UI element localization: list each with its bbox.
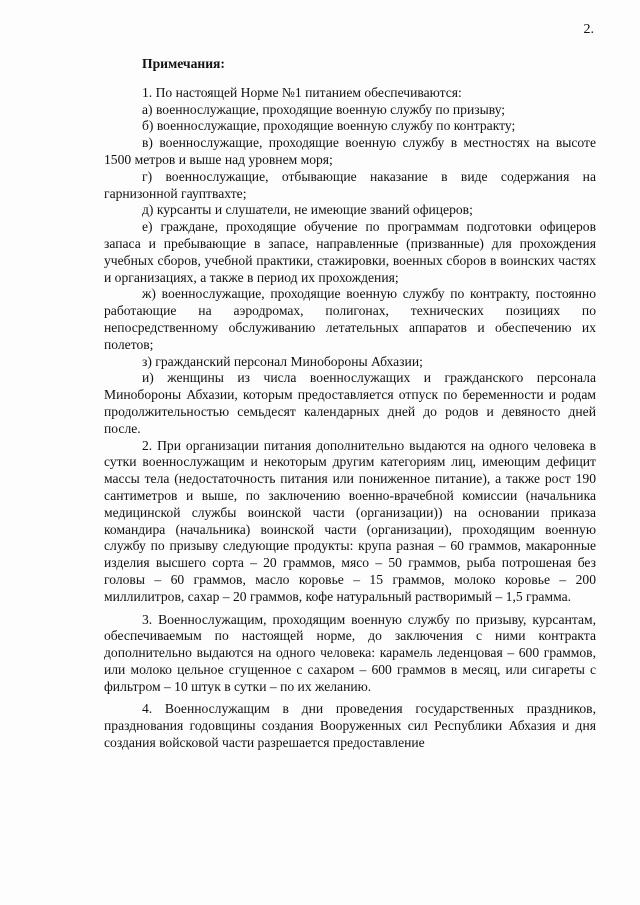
paragraph-item-2: 2. При организации питания дополнительно выдаются на одного человека в сутки военнослужащим и некоторым другим категориям лиц, имеющим дефицит массы тела (недостаточность питания или пониженное питание), а также рост 190 сантиметров и выше, по заключению военно-врачебной комиссии (начальника медицинской службы воинской части (организации)) на основании приказа командира (начальника) воинской части (организации), проходящим военную службу по призыву следующие продукты: крупа разная – 60 граммов, макаронные изделия высшего сорта – 20 граммов, мясо – 50 граммов, рыба потрошеная без головы – 60 граммов, масло коровье – 15 граммов, молоко коровье – 200 миллилитров, сахар – 20 граммов, кофе натуральный растворимый – 1,5 грамма.	[104, 437, 596, 604]
list-item-i: и) женщины из числа военнослужащих и гражданского персонала Минобороны Абхазии, которым предоставляется отпуск по беременности и родам продолжительностью семьдесят календарных дней до родов и девяносто дней после.	[104, 370, 596, 436]
list-item-g: г) военнослужащие, отбывающие наказание в виде содержания на гарнизонной гауптвахте;	[104, 168, 596, 201]
list-item-a: а) военнослужащие, проходящие военную службу по призыву;	[142, 101, 506, 117]
paragraph-item-3: 3. Военнослужащим, проходящим военную службу по призыву, курсантам, обеспечиваемым по настоящей норме, до заключения с ними контракта дополнительно выдаются на одного человека: карамель леденцовая – 600 граммов, или молоко цельное сгущенное с сахаром – 600 граммов в месяц, или сигареты с фильтром – 10 штук в сутки – по их желанию.	[104, 611, 596, 694]
list-item-zh: ж) военнослужащие, проходящие военную службу по контракту, постоянно работающие на аэродромах, полигонах, технических позициях по непосредственному обслуживанию летательных аппаратов и обеспечению их полетов;	[104, 286, 596, 352]
page-number: 2.	[583, 22, 594, 37]
paragraph-item-4: 4. Военнослужащим в дни проведения государственных праздников, празднования годовщины создания Вооруженных сил Республики Абхазия и дня создания войсковой части разрешается предоставление	[104, 701, 596, 751]
list-item-e: е) граждане, проходящие обучение по программам подготовки офицеров запаса и пребывающие в запасе, направленные (призванные) для прохождения учебных сборов, учебной практики, стажировки, военных сборов в воинских частях и организациях, а также в период их прохождения;	[104, 219, 596, 285]
paragraph-item-1: 1. По настоящей Норме №1 питанием обеспечиваются:	[142, 84, 462, 100]
list-item-z: з) гражданский персонал Минобороны Абхазии;	[142, 353, 423, 369]
list-item-b: б) военнослужащие, проходящие военную службу по контракту;	[142, 118, 516, 134]
list-item-d: д) курсанты и слушатели, не имеющие званий офицеров;	[142, 202, 473, 218]
notes-section	[104, 56, 596, 752]
notes-title: Примечания:	[142, 56, 225, 71]
list-item-v: в) военнослужащие, проходящие военную службу в местностях на высоте 1500 метров и выше над уровнем моря;	[104, 135, 596, 167]
